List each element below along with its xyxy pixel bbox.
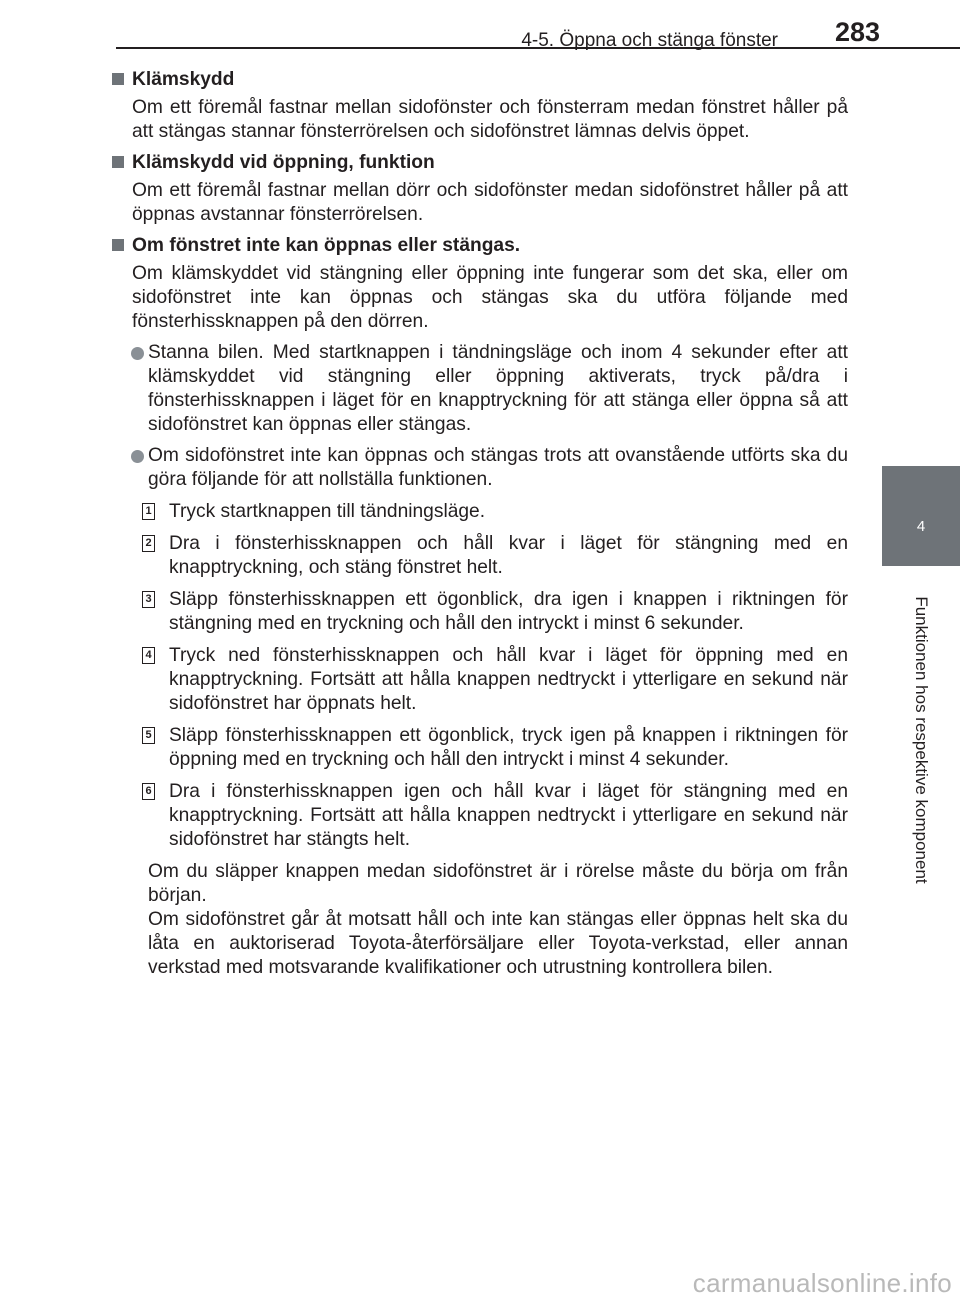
step-text: Släpp fönsterhissknappen ett ögonblick, tryck igen på knappen i riktningen för öppning med en tryckning och håll den intryckt i minst 4 sekunder.	[169, 725, 848, 770]
step-number: 4	[142, 647, 155, 664]
section-heading-text: Klämskydd	[132, 69, 235, 90]
section-text: Om klämskyddet vid stängning eller öppning inte fungerar som det ska, eller om sidofönstret inte kan öppnas och stängas ska du utföra följande med fönsterhissknappen på den dörren.	[132, 263, 848, 332]
section-pinch-protection-opening	[110, 151, 848, 227]
page-number: 283	[834, 17, 880, 47]
watermark: carmanualsonline.info	[692, 1268, 952, 1298]
section-heading	[110, 68, 848, 92]
section-heading-text: Om fönstret inte kan öppnas eller stängas.	[132, 235, 521, 256]
section-text: Om ett föremål fastnar mellan dörr och sidofönster medan sidofönstret håller på att öppnas avstannar fönsterrörelsen.	[132, 180, 848, 225]
step-item	[110, 724, 848, 772]
step-number: 1	[142, 503, 155, 520]
step-number: 3	[142, 591, 155, 608]
step-item	[110, 780, 848, 852]
step-item	[110, 588, 848, 636]
step-text: Släpp fönsterhissknappen ett ögonblick, dra igen i knappen i riktningen för stängning med en tryckning och håll den intryckt i minst 6 sekunder.	[169, 589, 848, 634]
step-item	[110, 500, 848, 524]
step-text: Tryck startknappen till tändningsläge.	[169, 501, 486, 522]
section-heading	[110, 234, 848, 258]
section-pinch-protection	[110, 68, 848, 144]
note-line: Om du släpper knappen medan sidofönstret är i rörelse måste du börja om från början.	[148, 861, 848, 906]
section-window-not-operating	[110, 234, 848, 980]
section-heading-text: Klämskydd vid öppning, funktion	[132, 152, 435, 173]
section-text: Om ett föremål fastnar mellan sidofönster och fönsterram medan fönstret håller på att stängas stannar fönsterrörelsen och sidofönstret lämnas delvis öppet.	[132, 97, 848, 142]
step-item	[110, 644, 848, 716]
step-number: 2	[142, 535, 155, 552]
square-bullet-icon	[112, 239, 124, 251]
step-text: Tryck ned fönsterhissknappen och håll kvar i läget för öppning med en knapptryckning. Fortsätt att hålla knappen nedtryckt i ytterligare en sekund när sidofönstret har öppnats helt.	[169, 645, 848, 714]
square-bullet-icon	[112, 156, 124, 168]
circle-bullet-icon	[131, 347, 144, 360]
step-item	[110, 532, 848, 580]
chapter-title: Funktionen hos respektive komponent	[912, 596, 931, 884]
reset-steps	[110, 500, 848, 852]
square-bullet-icon	[112, 73, 124, 85]
step-number: 6	[142, 783, 155, 800]
circle-bullet-icon	[131, 450, 144, 463]
bullet-item	[110, 341, 848, 437]
chapter-number: 4	[916, 518, 926, 535]
section-title: 4-5. Öppna och stänga fönster	[521, 30, 778, 51]
section-heading	[110, 151, 848, 175]
step-text: Dra i fönsterhissknappen och håll kvar i läget för stängning med en knapptryckning, och stäng fönstret helt.	[169, 533, 848, 578]
bullet-item	[110, 444, 848, 492]
step-number: 5	[142, 727, 155, 744]
step-text: Dra i fönsterhissknappen igen och håll kvar i läget för stängning med en knapptryckning. Fortsätt att hålla knappen nedtryckt i ytterligare en sekund när sidofönstret har stängts helt.	[169, 781, 848, 850]
page-content	[110, 68, 848, 987]
closing-note	[148, 860, 848, 980]
bullet-text: Stanna bilen. Med startknappen i tändningsläge och inom 4 sekunder efter att klämskyddet vid stängning eller öppning aktiverats, tryck på/dra i fönsterhissknappen i läget för en knapptryckning för att stänga eller öppna så att sidofönstret kan öppnas eller stängas.	[148, 342, 848, 435]
bullet-text: Om sidofönstret inte kan öppnas och stängas trots att ovanstående utförts ska du göra följande för att nollställa funktionen.	[148, 445, 848, 490]
note-line: Om sidofönstret går åt motsatt håll och inte kan stängas eller öppnas helt ska du låta en auktoriserad Toyota-återförsäljare eller Toyota-verkstad, eller annan verkstad med motsvarande kvalifikationer och utrustning kontrollera bilen.	[148, 909, 848, 978]
